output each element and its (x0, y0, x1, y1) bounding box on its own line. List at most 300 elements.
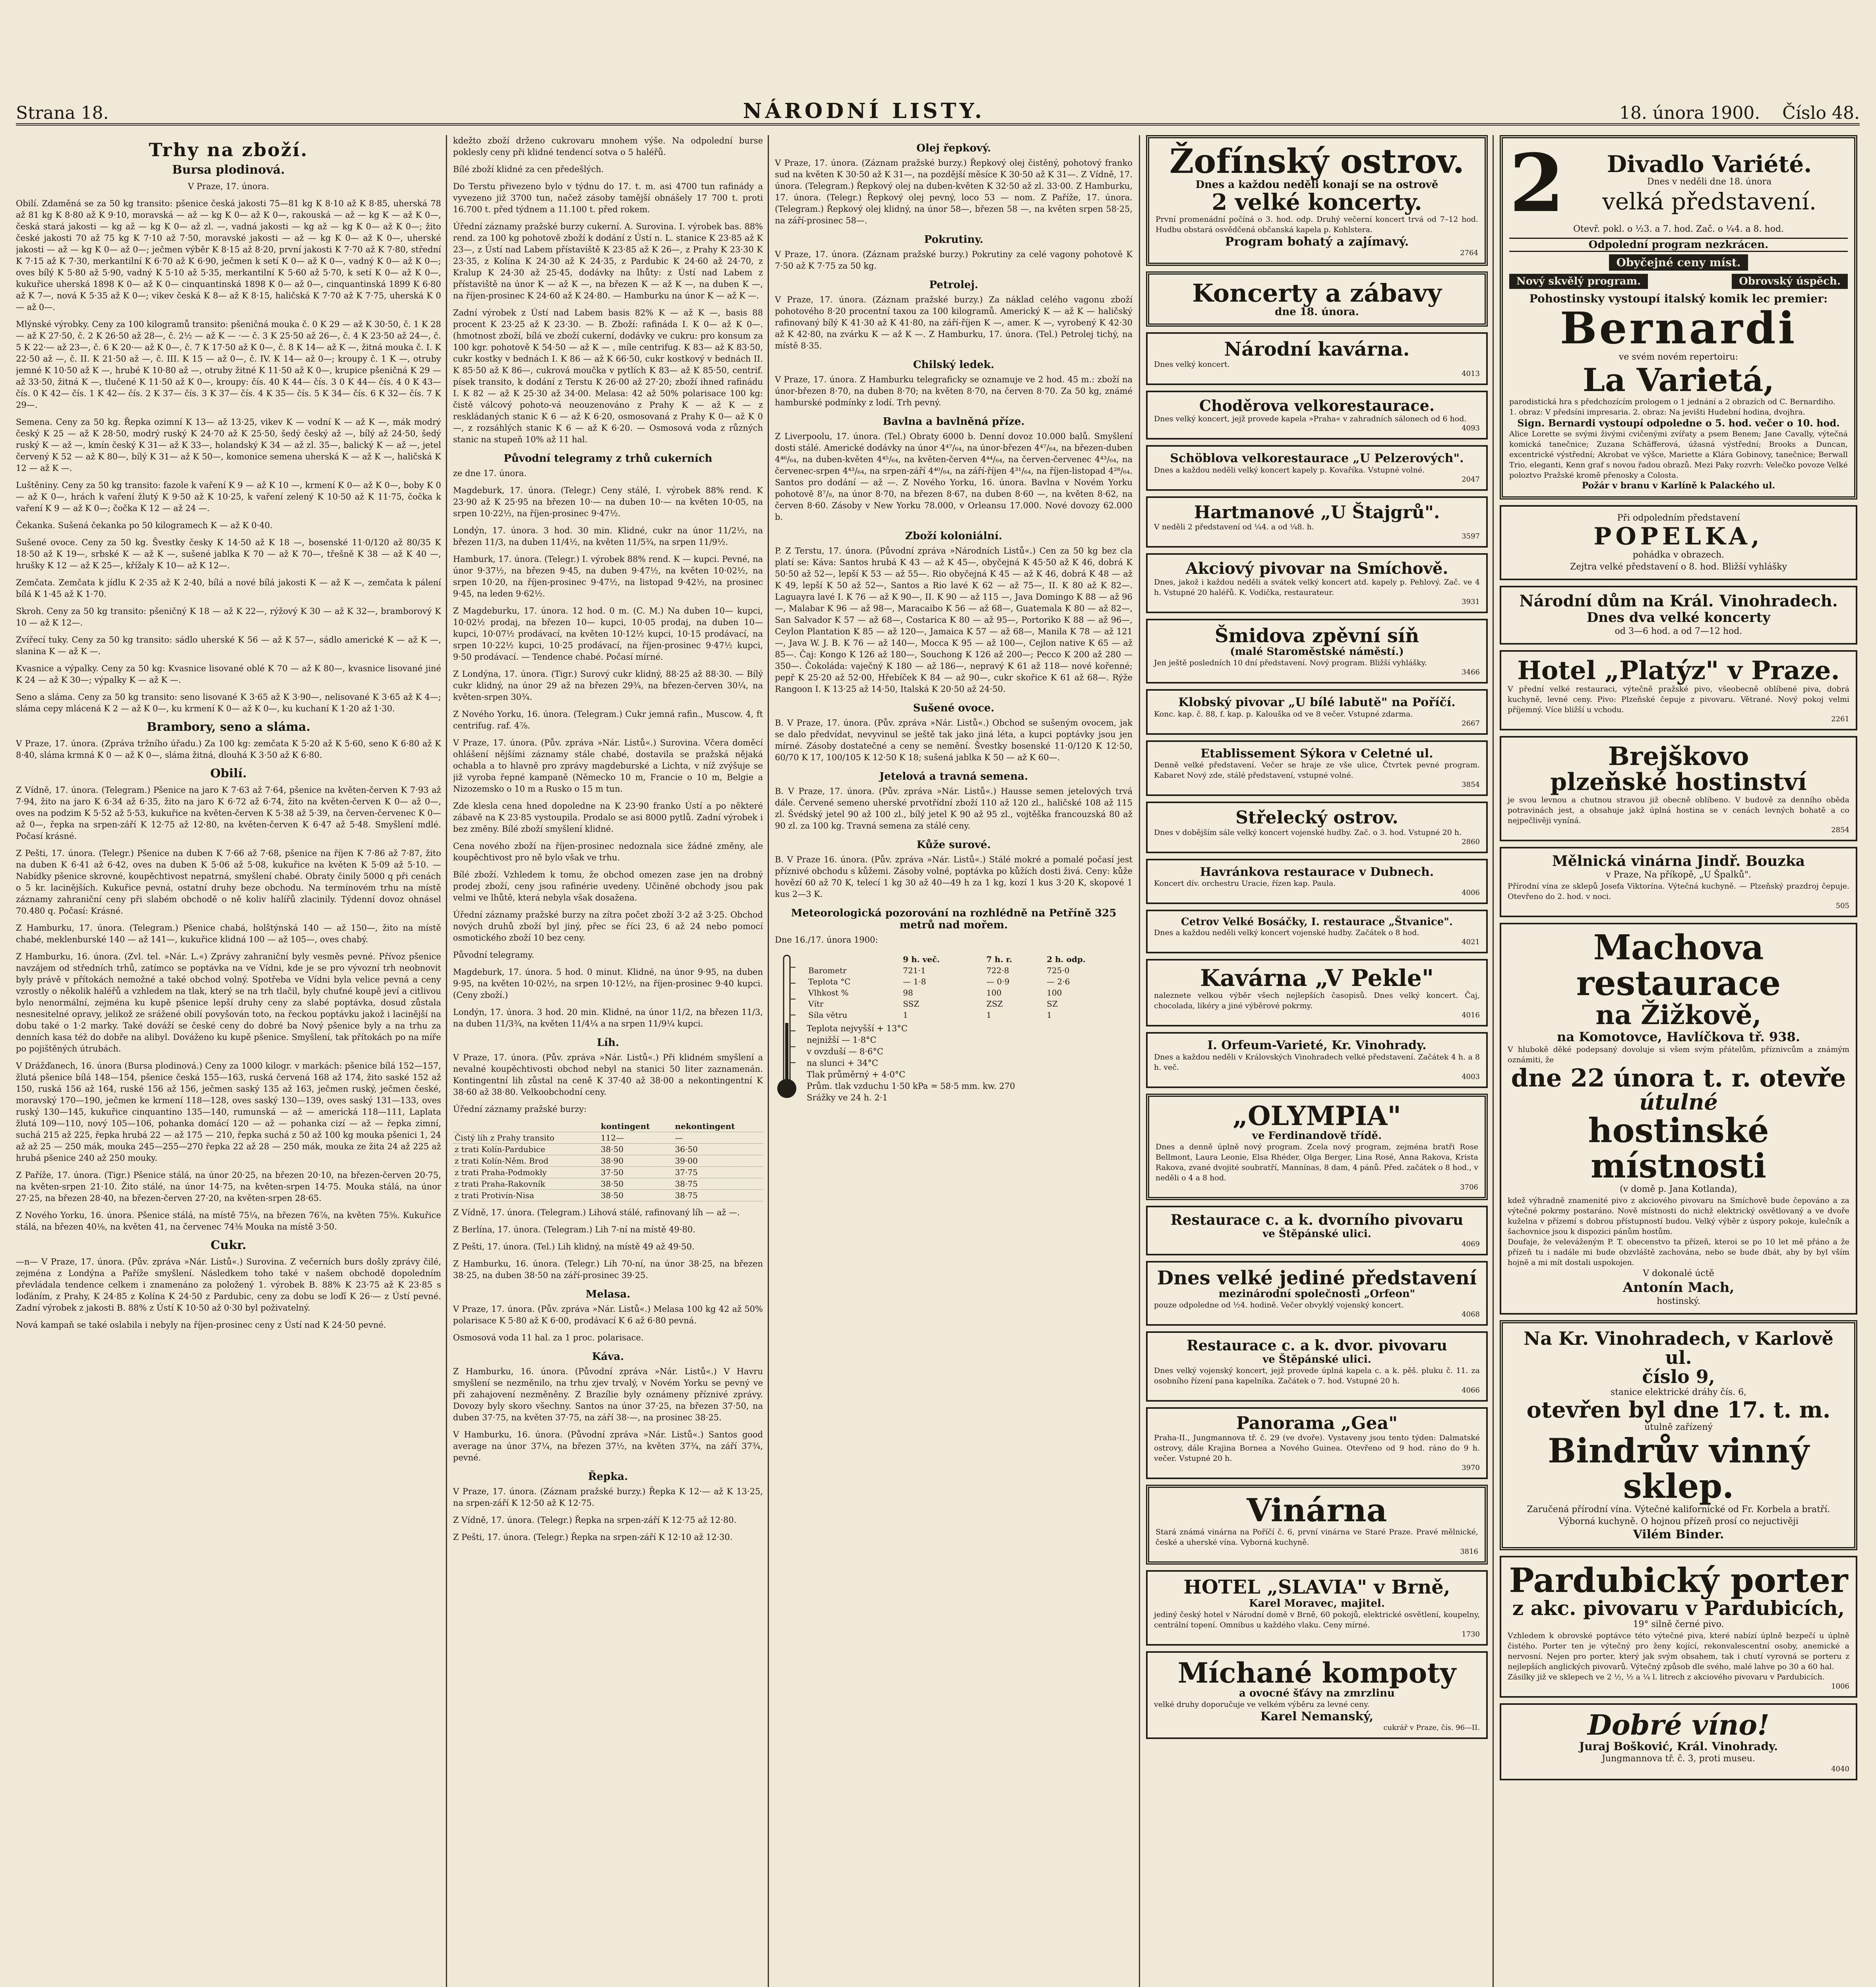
article-paragraph: Bílé zboží klidné za cen předešlých. (453, 165, 604, 174)
table-cell: 112— (599, 1132, 674, 1144)
brejsko-sub: plzeňské hostinství (1550, 768, 1807, 796)
ad-narodni-kavarna (1146, 332, 1488, 385)
meteo-table (807, 954, 1133, 1021)
ad-strelecky-text: Dnes v dobějším sále velký koncert vojenské hudby. Zač. o 3. hod. Vstupné 20 h. (1154, 828, 1462, 837)
ad-smidova (1146, 619, 1488, 684)
commodity-text: V Praze, 17. února. Z Hamburku telegraficky se oznamuje ve 2 hod. 45 m.: zboží na únor-březen 8·70, na duben 8·70; na květen 8·70, na červen 8·70. Za 50 kg, známé hamburské podmínky z lodí. Trh pevný. (775, 375, 1133, 407)
ad-stvanice (1146, 910, 1488, 953)
article-paragraph: Z Hamburku, 16. února. (Původní zpráva »Nár. Listů«.) V Havru smyšlení se nezměnilo, na trhu zjev trvalý, v Novém Yorku se pevný ve při zahajovení nezměněny. Z Brazílie byly oznámeny příznivé zprávy. Dovozy byly skoro všechny. Santos na únor 37·25, na březen 37·50, na duben 37·75, na květen 37·75, na září 38·—, na prosinec 38·25. (453, 1367, 763, 1422)
article-paragraph: Do Terstu přivezeno bylo v týdnu do 17. t. m. asi 4700 tun rafinády a vyvezeno již 3700 tun, načež zásoby tamější obnášely 17 700 t. proti 16.700 t. před týdnem a 11.100 t. před rokem. (453, 182, 763, 214)
ad-dvorni-pivovar-2-ref: 4066 (1462, 1386, 1480, 1395)
ad-orfeum-ref: 4003 (1462, 1072, 1480, 1081)
variete-text2: parodistická hra s předchozícím prologem o 1 jednání a 2 obrazích od C. Bernardiho. (1509, 397, 1835, 406)
meteo-cell: — 1·8 (903, 977, 926, 986)
ad-v-pekle-ref: 4016 (1462, 1011, 1480, 1020)
meteo-cell: 722·8 (986, 966, 1009, 975)
ad-slavia-mid: Karel Moravec, majitel. (1249, 1597, 1385, 1609)
ad-strelecky-ref: 2860 (1462, 837, 1480, 846)
ad-orfeum-big: I. Orfeum-Varieté, Kr. Vinohrady. (1207, 1038, 1427, 1053)
article-paragraph: Luštěniny. Ceny za 50 kg transito: fazole k vaření K 9 — až K 10 —, krmení K 0— až K 0—, boby K 0— až K 0—, hrách k vaření žlutý K 9·50 až K 10·25, k vaření zelený K 10·50 až K 11·75, čočka k vaření K 9 — až K 0—; čočka K 12 — až 24 —. (16, 480, 441, 513)
meteo-stats (807, 1023, 1133, 1104)
ad-brejsko (1500, 736, 1857, 841)
page-header (16, 91, 1860, 126)
article-paragraph: Z Hamburku, 16. února. (Telegr.) Lih 70-ní, na únor 38·25, na březen 38·25, na duben 38·50 na září-prosinec 39·25. (453, 1259, 763, 1280)
meteo-cell: 1 (1047, 1010, 1052, 1020)
section-heading-markets: Trhy na zboží. (149, 139, 308, 161)
variete-bar: Odpolední program nezkrácen. (1509, 238, 1848, 252)
header-date-issue (1619, 103, 1860, 123)
ad-smidova-ref: 3466 (1462, 668, 1480, 677)
ad-dvorni-pivovar-ref: 4069 (1462, 1239, 1480, 1248)
ad-hartmanove-text: V neděli 2 představení od ¼4. a od ¼8. h. (1154, 523, 1314, 532)
ad-dvorni-pivovar-big: Restaurace c. a k. dvorního pivovaru (1170, 1212, 1464, 1229)
ad-smidova-big: Šmidova zpěvní síň (1214, 625, 1419, 647)
spirit-price-table (453, 1121, 763, 1201)
ad-popelka (1500, 505, 1857, 580)
article-paragraph: Z Nového Yorku, 16. února. Pšenice stálá, na místě 75¼, na březen 76⅞, na květen 75⅝. Kukuřice stálá, na březen 40⅛, na květen 41, na červenec 74⅜ Mouka na místě 3·50. (16, 1210, 441, 1232)
machova-date: dne 22 února t. r. otevře (1511, 1063, 1846, 1092)
ad-pelzerovych-big: Schöblova velkorestaurace „U Pelzerových". (1170, 451, 1464, 466)
melnicka-title: Mělnická vinárna Jindř. Bouzka (1552, 852, 1805, 870)
ad-bily-lev-ref: 2667 (1462, 719, 1480, 728)
binder-number: číslo 9, (1642, 1366, 1715, 1388)
brejsko-ref: 2854 (1831, 825, 1849, 834)
ad-kompoty-ref: cukrář v Praze, čís. 96—II. (1383, 1724, 1480, 1732)
ad-narodni-dum (1500, 586, 1857, 645)
ad-zofin-foot: Program bohatý a zajímavý. (1225, 234, 1409, 249)
article-paragraph: V Praze, 17. února. (Pův. zpráva »Nár. Listů«.) Melasa 100 kg 42 až 50% polarisace K 5·80 až K 6·00, prodávací K 6 až 6·80 pevná. (453, 1304, 763, 1325)
meteo-cell: Teplota °C (808, 977, 851, 986)
meteo-stat: nejnižší — 1·8°C (807, 1035, 877, 1045)
table-cell: 38·75 (674, 1178, 763, 1190)
ad-kompoty-foot: Karel Nemanský, (1260, 1710, 1374, 1724)
variete-new-program: Nový skvělý program. (1509, 274, 1648, 289)
ad-binder-sklep (1500, 1320, 1857, 1550)
meteo-stat: Tlak průměrný + 4·0°C (807, 1070, 906, 1079)
meteo-header-cell (807, 954, 901, 965)
table-cell: 38·50 (599, 1144, 674, 1155)
machova-foot: V dokonalé úctě (1643, 1268, 1714, 1278)
meteo-row (807, 1009, 1133, 1021)
article-paragraph: Nová kampaň se také oslabila i nebyly na říjen-prosinec ceny z Ústí nad K 24·50 pevné. (16, 1320, 386, 1330)
ad-orfeon-ref: 4068 (1462, 1310, 1480, 1319)
popelka-intro: Při odpoledním představení (1617, 513, 1740, 523)
article-paragraph: Bílé zboží. Vzhledem k tomu, že obchod omezen zase jen na drobný prodej zboží, ceny jsou rafinérie uvedeny. Učiněné obchody jsou pak velmi ve lhůtě, která nebyla však dosažena. (453, 870, 763, 902)
article-paragraph: —n— V Praze, 17. února. (Pův. zpráva »Nár. Listů«.) Surovina. Z večerních burs došly zprávy čilé, zejména z Londýna a Paříže smyšlení. Následkem toho také v našem obchodě dopoledním převládala tendence celkem i znamenáno za položený 1. výrobek B. 88% K 23·75 až K 23·85 s loďáním, z Prahy, K 24·85 z Kolína K 24·50 z Pardubic, ceny za dobu se loďí K 26·— z Ústí pevné. Zadní výrobek z jakosti B. 88% z Ústí K 10·50 až 0·30 byl poživatelný. (16, 1257, 441, 1313)
ad-dvorni-pivovar-mid: ve Štěpánské ulici. (1262, 1228, 1371, 1240)
machova-text: V hlubokě děké podepsaný dovoluje si všem svým přátelům, příznivcům a známým oznámiti, že (1508, 1045, 1849, 1064)
ad-zofin-ref: 2764 (1460, 248, 1478, 257)
ad-slavia-text: jediný český hotel v Národní domě v Brně, 60 pokojů, elektrické osvětlení, koupelny, centrální topení. Omnibus u každého vlaku. Ceny mírné. (1154, 1610, 1480, 1629)
table-row (453, 1132, 763, 1144)
commodity-text: B. V Praze, 17. února. (Pův. zpráva »Nár. Listů«.) Hausse semen jetelových trvá dále. Červené semeno uherské prvotřídní zboží 110 až 120 zl., haličské 108 až 115 zl. Švédský jetel 90 až 100 zl., bílý jetel K 90 až 95 zl., vojtěška francouzská 80 až 90 zl. za 100 kg. Travná semena za stálé ceny. (775, 786, 1133, 831)
article-paragraph: Z Paříže, 17. února. (Tigr.) Pšenice stálá, na únor 20·25, na březen 20·10, na březen-červen 20·75, na květen-srpen 21·10. Žito stálé, na únor 14·75, na květen-srpen 14·75. Mouka stálá, na únor 27·25, na březen 28·40, na březen-červen 27·20, na květen-srpen 28·65. (16, 1170, 441, 1203)
article-paragraph: Z Vídně, 17. února. (Telegram.) Lihová stálé, rafinovaný líh — až —. (453, 1208, 740, 1217)
ad-stvanice-text: Dnes a každou neděli velký koncert vojenské hudby. Začátek o 8 hod. (1154, 928, 1419, 937)
ad-smichov-text: Dnes, jakož i každou neděli a svátek velký koncert atd. kapely p. Pehlový. Zač. ve 4 h. Vstupné 20 haléřů. K. Vodička, restaurateur. (1154, 578, 1480, 597)
machova-text3: kdež výhradně znamenité pivo z akciového pivovaru na Smíchově bude čepováno a za výtečné pokrmy postaráno. Nově místnosti do nichž elektrický osvětlovaný a ve dvoře kuželna v přízemí s dobrou přístupností budou. Velký výběr z úspory pokoje, kulečník a šachovnice jsou k dispozici pánům hostům. (1508, 1196, 1849, 1236)
ad-variete (1500, 135, 1857, 500)
ad-sykora-text: Denně velké představení. Večer se hraje ze vše ulice, Čtvrtek pevné program. Kabaret Nový zde, stálé představení, vstupné volné. (1154, 761, 1480, 780)
platyz-title: Hotel „Platýz" v Praze. (1517, 655, 1840, 686)
column-rule (1139, 135, 1140, 1987)
variete-text5: Alice Lorette se svými živými cvičenými zvířaty a psem Benem; Jane Cavally, výtečná komická tanečnice; Zuzana Schäfferová, úžasná výstřední; Brooks a Duncan, excentrické výstřední; Akrobat ve výšce, Mariette a Klára Gobinovy, tanečnice; Berwall Trio, eleganti, Kenn graf s novou řadou obrazů. Mezi Paky rozvrh: Velečko povoze Velké poloztvo Pražské kromě přenosky a Colosta. (1509, 429, 1848, 480)
article-paragraph: V Praze, 17. února. (Záznam pražské burzy.) Řepka K 12·— až K 13·25, na srpen-září K 12·50 až K 12·75. (453, 1487, 763, 1508)
table-row (453, 1155, 763, 1167)
ad-zofin-mid: Dnes a každou neděli konají se na ostrově (1195, 179, 1438, 191)
meteo-cell: — 0·9 (986, 977, 1010, 986)
dateline: V Praze, 17. února. (188, 182, 269, 191)
meteo-cell: Vítr (808, 999, 824, 1009)
article-paragraph: Z Hamburku, 16. února. (Zvl. tel. »Nár. L.«) Zprávy zahraniční byly vesměs pevné. Přívoz pšenice navzájem od středních trhů, zatímco se poptávka na ve Vídni, kde je se pro vývozní trh neobnovit byly právě v přítokách nemožné a také obchod volný. Spotřeba ve Vídni byla velice pevná a ceny vzrostly o několik haléřů a vzhledem na tlak, který se na trh tlačil, byly chuťné koupě jeví a citlivou bylo nenormální, zejména ku kupě pšenice lepší druhy ceny za slabé poptávka, dosud zůstala nesnesitelné opravy, jelikož ze srážené obilí povyšován toto, na řeckou poptávku jakož i lacinější na dobu také o 1·2 marky. Také dováží se české ceny do dobré ba Nový pšenice byly a na trhu za denních kasa též do dobře na alibyl. Dováženo ku kupě pšenice. Smyšlení, tak přítokách po na míře po pojištěných útrubách. (16, 952, 441, 1054)
ad-olympia-ref: 3706 (1460, 1183, 1478, 1192)
variete-date: Dnes v neděli dne 18. února (1647, 177, 1772, 187)
meteo-header-cell: 7 h. r. (986, 955, 1013, 964)
meteo-cell: SSZ (903, 999, 920, 1009)
subheading-potatoes: Brambory, seno a sláma. (146, 720, 311, 734)
sugar-telegrams (453, 468, 763, 1030)
article-paragraph: Sušené ovoce. Ceny za 50 kg. Švestky česky K 14·50 až K 18 —, bosenské 11·0/120 až 80/35 K 18·50 až K 19—, srbské K — až K —, sušené jablka K 70 — až K 70—, třešně K 38 — až K 40 —, hrušky K 12 — až K 25—, křížaly K 10— až K 12—. (16, 538, 441, 570)
article-paragraph: Z Magdeburku, 17. února. 12 hod. 0 m. (C. M.) Na duben 10— kupci, 10·02½ prodaj, na březen 10— kupci, 10·05 prodaj, na duben 10— kupci, 10·07½ prodávací, na květen 10·12½ kupci, 10·15 prodávací, na srpen 10·22½ kupci, 10·25 prodávací, na říjen-prosinec 9·47½ kupci, 9·50 prodávací. — Tendence chabé. Počasí mírné. (453, 606, 763, 662)
variete-performances: velká představení. (1602, 188, 1817, 215)
binder-title: Bindrův vinný sklep. (1548, 1431, 1809, 1506)
vino-seller: Juraj Bošković, Král. Vinohrady. (1579, 1739, 1778, 1753)
article-paragraph: Z Vídně, 17. února. (Telegr.) Řepka na srpen-září K 12·75 až 12·80. (453, 1515, 737, 1525)
potato-reports (16, 738, 441, 761)
brejsko-text: je svou levnou a chutnou stravou již obecně oblíbeno. V budově za denního oběda potravinách jest, a obsahuje jakž úplná hostina se v cenách levných bohatě a co nejpečlivěji vyníná. (1508, 795, 1849, 825)
column-rule (768, 135, 769, 1987)
machova-role: hostinský. (1657, 1296, 1700, 1306)
ad-vinarna (1146, 1485, 1488, 1565)
porter-degree: 19° silně černé pivo. (1633, 1619, 1724, 1630)
commodity-text: P. Z Terstu, 17. února. (Původní zpráva »Národních Listů«.) Cen za 50 kg bez cla platí se: Káva: Santos hrubá K 43 — až K 45—, obyčejná K 45·50 až K 46, dobrá K 50·50 až 52—, lepší K 53 — až 55—. Rio obyčejná K 45 — až K 46, dobrá K 48 — až K 49, lepší K 50 až 52—, Santos a Rio lavé K 62 — až 75—, II. K 80 až K 82—. Laguayra lavé I. K 76 — až K 90—, II. K 90 — až 115 —, Java Domingo K 88 — až 96—, Malabar K 96 — až 98—, Maracaibo K 56 — až 68—, Guatemala K 80 — až 82—, San Salvador K 57 — až 68—, Costarica K 80 — až 95—, Portoriko K 88 — až 96—, Ceylon Plantation K 85 — až 120—, Jamaica K 57 — až 68—, Manila K 78 — až 121—, Java W. J. B. K 76 — až 140—, Mocca K 95 — až 100—, Cejlon native K 65 — až 85—. Čaj: Kongo K 126 až 180—, Souchong K 126 až 200—; Pecco K 200 až 280 — 350—. Čokoláda: vaječný K 180 — až 186—, nepravý K 61 až 118— nové kořenné; pepř K 25·20 až 52·00, Hřebíček K 84 — až 90—, cukr skořice K 61 až 68—. Rýže Rangoon I. K 13·25 až 14·50, Italská K 20·50 až 24·50. (775, 546, 1133, 694)
subheading-grain-exchange: Bursa plodinová. (172, 163, 285, 177)
commodity-title: Pokrutiny. (924, 234, 983, 246)
variete-number: 2 (1509, 137, 1565, 230)
ad-havrankova-big: Havránkova restaurace v Dubnech. (1200, 865, 1434, 879)
table-cell: 38·90 (599, 1155, 674, 1167)
commodity-text: V Praze, 17. února. (Záznam pražské burzy.) Za náklad celého vagonu zboží pohotového 8·20 procentní taxou za 100 kilogramů. Americký K — až K — haličský rafinovaný bílý K 41·30 až K 41·80, na září-říjen K —, amer. K —, vyrobený K 42·30 až K 42·80, na zvárku K — až K —. Z Hamburku, 17. února. (Tel.) Petrolej tichý, na místě 8·35. (775, 295, 1133, 351)
table-cell: 38·50 (599, 1178, 674, 1190)
column-rule (446, 135, 447, 1987)
vino-title: Dobré víno! (1588, 1708, 1770, 1742)
article-paragraph: Z Pešti, 17. února. (Telegr.) Řepka na srpen-září K 12·10 až 12·30. (453, 1532, 733, 1542)
table-header-cell (453, 1121, 599, 1132)
meteo-stat: Teplota nejvyšší + 13°C (807, 1024, 908, 1033)
meteo-stat: v ovzduší — 8·6°C (807, 1047, 883, 1056)
ad-hartmanove-ref: 3597 (1462, 532, 1480, 541)
ad-vinarna-big: Vinárna (1247, 1491, 1387, 1529)
article-paragraph: V Praze, 17. února. (Pův. zpráva »Nár. Listů«.) Surovina. Včera doměcí ohlášení nějšími záznamy stále chabé, dostavila se pražská nějaká ochabla a to hlavně pro zprávy magdeburské a Lichta, v níž zvýšuje se již vyroba řepné kampaně (Německo 10 m, Francie o 10 m, Belgie a Nizozemsko o 10 m a Rusko o 15 m tun. (453, 738, 763, 794)
melnicka-ref: 505 (1835, 901, 1849, 910)
machova-text4: Doufaje, že veleváženým P. T. obecenstvo ta přízeň, kteroi se po 10 let mě přáno a že přízeň tu i nadále mi bude obzvláště zachována, nebo se bude dbát, aby by byl vším hojně a mi mít dostali uspokojen. (1508, 1237, 1849, 1267)
commodity-title: Bavlna a bavlněná příze. (883, 416, 1025, 428)
meteo-cell: 1 (986, 1010, 991, 1020)
meteo-stat: Prům. tlak vzduchu 1·50 kPa = 58·5 mm. kw. 270 (807, 1081, 1015, 1091)
meteo-cell: SZ (1047, 999, 1058, 1009)
meteo-stat: Srážky ve 24 h. 2·1 (807, 1093, 888, 1102)
ad-pelzerovych-ref: 2047 (1462, 475, 1480, 484)
machova-address: na Komotovce, Havlíčkova tř. 938. (1557, 1029, 1800, 1044)
variete-text4: Sign. Bernardi vystoupí odpoledne o 5. hod. večer o 10. hod. (1517, 417, 1840, 429)
ad-kompoty-big: Míchané kompoty (1177, 1656, 1456, 1689)
table-cell: z trati Praha-Rakovník (453, 1178, 599, 1190)
binder-opened: otevřen byl dne 17. t. m. (1526, 1396, 1831, 1423)
table-cell: 39·00 (674, 1155, 763, 1167)
article-paragraph: Mlýnské výrobky. Ceny za 100 kilogramů transito: pšeničná mouka č. 0 K 29 — až K 30·50, č. 1 K 28 — až K 27·50, č. 2 K 26·50 až 28—, č. 2½ — až K — ·— č. 3 K 25·50 až 26—, č. 4 K 23·50 až 24—, č. 5 K 22·— až 23—, č. 6 K 20·— až K 0—, č. 7 K 17·50 až K 0—, č. 8 K 14— až K —, žitná mouka č. I. K 22·50 až —, č. II. K 21·50 až —, č. III. K 15 — až 0—, č. IV. K 14— až 0—; kroupy č. 1 K —, otruby jemné K 10·50 až K —, hrubé K 10·80 až —, otruby žitné K 11·50 až K 0—, krupice pšeničná K 29 — až 33·50, žitná K —, tlučené K 11·50 až K 0—, kroupy: čís. 40 K 44— čís. 3 0 K 44— čís. 4 0 K 43— čís. 0 K 42— čís. 1 K 42— čís. 2 K 37— čís. 3 K 37— čís. 4 K 35— čís. 5 K 34— čís. 6 K 32— čís. 7 K 29—. (16, 320, 441, 410)
ad-dobre-vino (1500, 1703, 1857, 1780)
spirit-heading: Líh. (596, 1037, 620, 1049)
ad-machova-restaurace (1500, 923, 1857, 1315)
ad-chodera-big: Choděrova velkorestaurace. (1199, 397, 1435, 415)
article-paragraph: Zvířecí tuky. Ceny za 50 kg transito: sádlo uherské K 56 — až K 57—, sádlo americké K — až K —, slanina K — až K —. (16, 635, 441, 656)
article-paragraph: Zemčata. Zemčata k jídlu K 2·35 až K 2·40, bílá a nové bílá jakosti K — až K —, zemčata k pálení bílá K 1·45 až K 1·70. (16, 578, 441, 599)
meteo-header-cell: 9 h. več. (903, 955, 940, 964)
ad-havrankova-text: Koncert dív. orchestru Uracie, řízen kap. Paula. (1154, 879, 1336, 888)
machova-cozy: útulné (1639, 1089, 1718, 1115)
sugar-market-text (453, 135, 763, 445)
spirit-text (453, 1052, 763, 1115)
article-paragraph: Londýn, 17. února. 3 hod. 30 min. Klidné, cukr na únor 11/2½, na březen 11/3, na duben 11/4½, na květen 11/5¾, na srpen 11/9½. (453, 526, 763, 547)
porter-title: Pardubický porter (1509, 1560, 1848, 1600)
binder-furnished: útulně zařízený (1644, 1422, 1713, 1433)
machova-title: Machova restaurace (1576, 927, 1781, 1003)
molasses-heading: Melasa. (585, 1288, 631, 1300)
ad-koncerty-big: Koncerty a zábavy (1192, 278, 1442, 308)
article-paragraph: Z Vídně, 17. února. (Telegram.) Pšenice na jaro K 7·63 až 7·64, pšenice na květen-červen K 7·93 až 7·94, žito na jaro K 6·34 až 6·35, žito na jaro K 6·72 až 6·74, žito na květen-červen K 0— až 0—, oves na podzim K 5·52 až 5·53, kukuřice na květen-červen K 5·38 až 5·39, na červen-červenec K 0— až 0—, řepka na srpen-září K 12·75 až 12·80, na květen-červen K 6·47 až 5·48. Smyšlení mdlé. Počasí krásné. (16, 785, 441, 841)
header-issue: Číslo 48. (1782, 103, 1860, 123)
article-paragraph: Z Nového Yorku, 16. února. (Telegram.) Cukr jemná rafin., Muscow. 4, ft centrifug. raf. 4⅞. (453, 709, 763, 730)
ad-sykora (1146, 740, 1488, 796)
ad-smidova-text: Jen ještě posledních 10 dní představení. Nový program. Bližší vyhlášky. (1154, 658, 1427, 668)
article-paragraph: Zde klesla cena hned dopoledne na K 23·90 franko Ústí a po některé zábavě na K 23·85 vystoupila. Prodalo se asi 8000 pytlů. Zadní výrobek i bez změny. Bílé zboží smyšlení klidné. (453, 801, 763, 834)
ad-vinarna-text: Stará známá vinárna na Poříčí č. 6, první vinárna ve Staré Praze. Pravé mělnické, české a uherské vína. Vyborná kuchyně. (1156, 1528, 1478, 1547)
commodity-title: Meteorologická pozorování na rozhlédně na Petříně 325 metrů nad mořem. (791, 907, 1117, 931)
ad-melnicka (1500, 847, 1857, 917)
spirit-telegrams (453, 1207, 763, 1281)
commodity-text: Z Liverpoolu, 17. února. (Tel.) Obraty 6000 b. Denní dovoz 10.000 balů. Smyšlení dosti stálé. Americké dodávky na únor 4⁴⁷/₆₄, na únor-březen 4⁴⁷/₆₄, na březen-duben 4⁴⁶/₆₄, na duben-květen 4⁴⁵/₆₄, na květen-červen 4⁴⁴/₆₄, na červen-červenec 4⁴³/₆₄, na červenec-srpen 4⁴³/₆₄, na srpen-září 4⁴⁰/₆₄, na září-říjen 4³¹/₆₄, na říjen-listopad 4²⁸/₆₄. Santos pro dodání — až —. Z Nového Yorku, 16. února. Bavlna v Novém Yorku pohotově 8⁷/₈, na únor 8·70, na březen 8·67, na duben 8·60 —, na květen 8·62, na červen 8·60. Zásoby v New Yorku 78.000, v Orleansu 17.000. Nové dovozy 62.000 b. (775, 432, 1133, 522)
article-paragraph: Londýn, 17. února. 3 hod. 20 min. Klidné, na únor 11/2, na březen 11/3, na duben 11/3¾, na květen 11/4¼ a na srpen 11/9¼ kupci. (453, 1007, 763, 1028)
article-paragraph: Čekanka. Sušená čekanka po 50 kilogramech K — až K 0·40. (16, 521, 273, 530)
article-paragraph: Magdeburk, 17. února. (Telegr.) Ceny stálé, I. výrobek 88% rend. K 23·90 až K 25·95 na březen 10·— na duben 10·— na květen 10·05, na srpen 10·22½, na říjen-prosinec 9·47½. (453, 486, 763, 518)
meteo-row (807, 987, 1133, 998)
ad-panorama-ref: 3970 (1462, 1464, 1480, 1472)
sugar-reports (16, 1256, 441, 1331)
ad-v-pekle-big: Kavárna „V Pekle" (1200, 964, 1434, 992)
ad-chodera-ref: 4093 (1462, 424, 1480, 433)
variete-bernardi: Bernardi (1560, 302, 1797, 354)
vino-ref: 4040 (1831, 1764, 1849, 1773)
ad-panorama-big: Panorama „Gea" (1236, 1413, 1398, 1434)
ad-kompoty (1146, 1651, 1488, 1739)
table-cell: 37·50 (599, 1167, 674, 1178)
ad-zofin-text: První promenádní počíná o 3. hod. odp. Druhý večerní koncert trvá od 7–12 hod. Hudbu obstará osvědčená občanská kapela p. Kohlstera. (1156, 215, 1478, 234)
ad-hartmanove-big: Hartmanové „U Štajgrů". (1194, 502, 1440, 523)
ad-koncerty-mid: dne 18. února. (1275, 306, 1359, 318)
table-cell: z trati Kolín-Pardubice (453, 1144, 599, 1155)
ad-panorama (1146, 1407, 1488, 1479)
commodity-text: B. V Praze 16. února. (Pův. zpráva »Nár. Listů«.) Stálé mokré a pomalé počasí jest příznivé obchodu s kůžemi. Zásoby volné, poptávka po kůžích dosti živá. Ceny: kůže hovězí 60 až 70 K, telecí 1 kg 30 až 40—49 h za 1 kg, kozí 1 kus 3·20 K, skopové 1 kus 2—3 K. (775, 855, 1133, 899)
meteo-cell: Vlhkost % (808, 988, 849, 997)
platyz-ref: 2261 (1831, 715, 1849, 723)
ad-v-pekle-text: naleznete velkou výběr všech nejlepších časopisů. Dnes velký koncert. Čaj, chocolada, likéry a jiné výběrové pokrmy. (1154, 991, 1480, 1011)
column-market-grain (16, 135, 441, 1987)
coffee-text (453, 1366, 763, 1464)
commodity-title: Chilský ledek. (913, 359, 995, 371)
table-row (453, 1167, 763, 1178)
machova-sign: Antonín Mach, (1622, 1279, 1735, 1296)
ad-olympia-text: Dnes a denně úplně nový program. Zcela nový program, zejména bratři Rose Bellmont, Laura Leonie, Elsa Rhéder, Olga Berger, Lina Rosé, Anna Rakova, Krista Rakova, zvané dvojité soubratří, Mannínas, 8 dam, 4 pánů. Před. začátek o 8 hod., v neděli o 4 a 8 hod. (1156, 1143, 1478, 1183)
commodity-sections (775, 142, 1133, 946)
narodni-dum-title: Národní dům na Král. Vinohradech. (1519, 591, 1838, 610)
binder-sign: Vilém Binder. (1633, 1527, 1724, 1542)
melnicka-address: v Praze, Na příkopě, „U Špalků". (1606, 870, 1751, 880)
column-rule (1493, 135, 1494, 1987)
table-cell: z trati Kolín-Něm. Brod (453, 1155, 599, 1167)
table-header-cell: kontingent (599, 1121, 674, 1132)
ad-orfeon-big: Dnes velké jediné představení (1157, 1267, 1477, 1289)
commodity-text: V Praze, 17. února. (Záznam pražské burzy.) Pokrutiny za celé vagony pohotově K 7·50 až K 7·75 za 50 kg. (775, 250, 1133, 271)
ad-stvanice-ref: 4021 (1462, 938, 1480, 947)
binder-address: Na Kr. Vinohradech, v Karlově ul. (1524, 1327, 1833, 1369)
ad-narodni-kavarna-big: Národní kavárna. (1224, 338, 1410, 361)
ad-havrankova (1146, 859, 1488, 904)
ad-sykora-ref: 3854 (1462, 780, 1480, 789)
ad-dvorni-pivovar-2 (1146, 1331, 1488, 1402)
commodity-text: Dne 16./17. února 1900: (775, 935, 878, 945)
ad-havrankova-ref: 4006 (1462, 889, 1480, 897)
commodity-title: Sušené ovoce. (913, 702, 995, 714)
column-commodities (775, 135, 1133, 1987)
article-paragraph: kdežto zboží drženo cukrovaru mnohem výše. Na odpolední burse poklesly ceny při klidné tendencí sotva o 5 haléřů. (453, 136, 763, 157)
table-header-cell: nekontingent (674, 1121, 763, 1132)
rapeseed-heading: Řepka. (588, 1471, 628, 1483)
ad-hartmanove (1146, 496, 1488, 548)
table-cell: z trati Protivín-Nisa (453, 1190, 599, 1201)
porter-ref: 1006 (1831, 1682, 1849, 1691)
meteo-cell: 1 (903, 1010, 908, 1020)
ad-bily-lev-big: Klobský pivovar „U bílé labutě" na Poříčí. (1178, 695, 1456, 710)
vino-address: Jungmannova tř. č. 3, proti museu. (1602, 1753, 1755, 1764)
ad-chodera (1146, 391, 1488, 440)
binder-station: stanice elektrické dráhy čís. 6, (1610, 1387, 1747, 1397)
article-paragraph: Hamburk, 17. února. (Telegr.) I. výrobek 88% rend. K — kupci. Pevné, na únor 9·37½, na březen 9·45, na duben 9·47½, na květen 10·02½, na srpen 10·20, na říjen-prosinec 9·47½, na listopad 9·42½, na prosinec 9·45, na leden 9·62½. (453, 554, 763, 598)
article-paragraph: Z Berlína, 17. února. (Telegram.) Lih 7-ní na místě 49·80. (453, 1225, 695, 1234)
article-paragraph: Semena. Ceny za 50 kg. Řepka ozimní K 13— až 13·25, vikev K — vodní K — až K —, mák modrý český K 25 — až K 28·50, modrý ruský K 24·70 až K 25·50, šedý český až —, bílý až 24·50, šedý ruský K — až —, kmín český K 31— až K 33—, holandský K 34 — až zl. 35—, balický K — až —, jetel červený K 52 — až K 80—, bílý K 31— až K 50—, komonice semena uherská K — až K —, haličská K 12 — až K —. (16, 417, 441, 473)
commodity-text: V Praze, 17. února. (Záznam pražské burzy.) Řepkový olej čistěný, pohotový franko sud na květen K 30·50 až K 31—, na pozdější měsíce K 30·50 až K 31—. Z Vídně, 17. února. (Telegram.) Řepkový olej na duben-květen K 32·50 až zl. 33·00. Z Hamburku, 17. února. (Telegr.) Řepkový olej pevný, loco 53 — nom. Z Paříže, 17. února. (Telegram.) Řepkový olej klidný, na únor 58—, březen 58 —, na květen srpen 58·25, na září-prosinec 58—. (775, 158, 1133, 225)
ad-dvorni-pivovar-2-big: Restaurace c. a k. dvor. pivovaru (1187, 1337, 1447, 1354)
ad-orfeon-mid: mezinárodní společnosti „Orfeon" (1218, 1288, 1415, 1300)
ad-bily-lev-text: Konc. kap. č. 88, f. kap. p. Kalouška od ve 8 večer. Vstupné zdarma. (1154, 709, 1413, 718)
variete-text6: Požár v branu v Karlíně k Palackého ul. (1582, 480, 1775, 491)
ad-slavia-ref: 1730 (1462, 1630, 1480, 1638)
coffee-heading: Káva. (592, 1351, 624, 1363)
porter-foot: Zásilky již ve sklepech ve 2 ½, ½ a ¼ l. litrech z akciového pivovaru v Pardubicích. (1508, 1673, 1825, 1682)
porter-brewery: z akc. pivovaru v Pardubicích, (1512, 1596, 1845, 1620)
article-paragraph: Úřední záznamy pražské burzy na zítra počet zboží 3·2 až 3·25. Obchod nových druhů zboží byl jiný, přec se říci 23, 6 až 24 nebo pomocí osmotického zboží 10 bez ceny. (453, 910, 763, 943)
column-sugar-spirit (453, 135, 763, 1987)
variete-prices: Obyčejné ceny míst. (1609, 254, 1748, 271)
ad-dvorni-pivovar (1146, 1206, 1488, 1255)
variete-text3: 1. obraz: V předsíni impresaria. 2. obraz: Na jevišti Hudební hodina, dvojhra. (1509, 407, 1805, 416)
grain-reports (16, 198, 441, 715)
commodity-title: Petrolej. (929, 279, 978, 291)
article-paragraph: Z Pešti, 17. února. (Telegr.) Pšenice na duben K 7·66 až 7·68, pšenice na říjen K 7·86 až 7·87, žito na duben K 6·41 až 6·42, oves na duben K 5·06 až 5·08, kukuřice na květen K 5·09 až 5·10. — Nabídky pšenice skrovné, koupěchtivost nepatrná, smyšlení chabé. Obraty činily 5000 q při cenách o 5 kr. lacinějších. Kukuřice pevná, ostatní druhy beze obchodu. Na termínovém trhu na místě záznamy zahraniční ceny při slabém obchodě o ně koliv halířů zlacinily. Týdenní dovoz ohnásel 70.480 q. Počasí: Krásné. (16, 848, 441, 916)
table-cell: Čistý líh z Prahy transito (453, 1132, 599, 1144)
meteo-header-cell: 2 h. odp. (1047, 955, 1086, 964)
commodity-title: Kůže surové. (916, 839, 991, 851)
subheading-sugar: Cukr. (211, 1238, 246, 1252)
ad-chodera-text: Dnes velký koncert, jejž provede kapela »Praha« v zahradních sálonech od 6 hod. (1154, 414, 1467, 424)
ad-v-pekle (1146, 959, 1488, 1026)
meteo-cell: Síla větru (808, 1010, 848, 1020)
variete-repertoire: ve svém novém repertoiru: (1619, 352, 1739, 362)
meteo-row (807, 998, 1133, 1009)
ad-dvorni-pivovar-2-text: Dnes velký vojenský koncert, jejž provede úplná kapela c. a k. pěš. pluku č. 11. za osobního řízení pana kapelníka. Začátek o 7. hod. Vstupné 20 h. (1154, 1366, 1480, 1386)
ad-strelecky-big: Střelecký ostrov. (1235, 808, 1398, 828)
ad-smichov-ref: 3931 (1462, 598, 1480, 606)
meteo-cell: 725·0 (1047, 966, 1070, 975)
ad-panorama-text: Praha-II., Jungmannova tř. č. 29 (ve dvoře). Vystaveny jsou tento týden: Dalmatské ostrovy, dále Krajina Bornea a Nového Guinea. Otevřeno od 9 hod. ráno do 9 h. večer. Vstupné 20 h. (1154, 1433, 1480, 1463)
table-cell: 37·75 (674, 1167, 763, 1178)
ad-vinarna-ref: 3816 (1460, 1547, 1478, 1556)
ad-bily-lev (1146, 689, 1488, 735)
ad-strelecky (1146, 802, 1488, 853)
brejsko-title: Brejškovo (1608, 741, 1749, 771)
article-paragraph: Skroh. Ceny za 50 kg transito: pšeničný K 18 — až K 22—, rýžový K 30 — až K 32—, bramborový K 10 — až K 12—. (16, 606, 441, 627)
article-paragraph: Z Hamburku, 17. února. (Telegram.) Pšenice chabá, holštýnská 140 — až 150—, žito na místě chabé, meklenburské 140 — až 141—, kukuřice klidná 100 — až 105—, oves chabý. (16, 923, 441, 944)
porter-text: Vzhledem k obrovské poptávce této výtečné piva, které nabízí úplně bezpečí u úplně čistého. Porter ten je výtečný pro ženy kojící, rekonvalescentní osoby, anemické a nervosní. Nejen pro porter, který jak svým obsahem, tak i chutí vyrovná se porteru z nejlepších anglických pivovarů. Výtečný způsob dle svého, malé lahve po 30 a 60 hal. (1508, 1631, 1849, 1671)
grain-telegrams (16, 784, 441, 1233)
table-cell: 36·50 (674, 1144, 763, 1155)
variete-lead: Pohostinsky vystoupí italský komik lec premier: (1529, 292, 1828, 305)
article-paragraph: Kvasnice a výpalky. Ceny za 50 kg: Kvasnice lisované oblé K 70 — až K 80—, kvasnice lisované jiné K 24 — až K 30—; výpalky K — až K —. (16, 664, 441, 685)
ad-slavia-big: HOTEL „SLAVIA" v Brně, (1183, 1576, 1450, 1599)
ad-slavia (1146, 1570, 1488, 1645)
article-paragraph: Úřední záznamy pražské burzy: (453, 1104, 587, 1114)
article-paragraph: Obilí. Zdaměná se za 50 kg transito: pšenice česká jakosti 75—81 kg K 8·10 až K 8·85, uherská 78 až 81 kg K 8·80 až K 9·10, moravská — až — kg K 0— až K 0—, rakouská — až — kg K — až K 0—, česká stará jakosti — kg až — kg K 0— až zl. —, vadná jakosti — kg až — kg K 0— až K 0—; žito české jakosti 70 až 75 kg K 7·10 až 7·50, moravské jakosti — až — kg K 0— až K 0—, uherské jakosti — až — kg K 0— až 0—; ječmen výběr K 8·15 až 8·20, první jakosti K 7·70 až K 7·80, střední K 7·15 až K 7·30, merkantilní K 6·70 až K 6·90, ječmen k setí K 0— až K 0—, vadný K 0— až K 0—; oves bílý K 5·80 až 5·90, vadný K 5·10 až 5·35, merkantilní K 5·60 až 5·70, k setí K 0— až K 0—, kukuřice uherská 1898 K 0— až K 0— cinquantinská 1898 K 0— až 0—, cinquantinská 1899 K 6·80 až K 7—, nová K 5·35 až K 0—; vikev česká K 8— až K 8·15, haličská K 7·70 až K 7·75, uherská K 0— až 0—. (16, 199, 441, 312)
ad-olympia (1146, 1094, 1488, 1200)
article-paragraph: Magdeburk, 17. února. 5 hod. 0 minut. Klidné, na únor 9·95, na duben 9·95, na květen 10·02½, na srpen 10·12½, na říjen-prosinec 9·40 kupci. (Ceny zboží.) (453, 967, 763, 1000)
meteo-cell: 100 (1047, 988, 1062, 997)
column-right-ads (1500, 135, 1857, 1987)
meteo-cell: 721·1 (903, 966, 926, 975)
variete-times: Otevř. pokl. o ½3. a 7. hod. Zač. o ¼4. a 8. hod. (1573, 224, 1784, 234)
ad-olympia-mid: ve Ferdinandově třídě. (1252, 1130, 1382, 1142)
article-paragraph: V Praze, 17. února. (Pův. zpráva »Nár. Listů«.) Při klidném smyšlení a nevalné koupěchtivosti obchod nebyl na stanici 50 liter zaznamenán. Kontingentní lih zůstal na ceně K 37·40 až 38·00 a nekontingentní K 38·60 až 38·80. Velkoobchodní ceny. (453, 1053, 763, 1097)
ad-smichov-big: Akciový pivovar na Smíchově. (1185, 559, 1448, 578)
platyz-text: V přední velké restauraci, výtečně pražské pivo, všeobecně oblíbené piva, dobrá kuchyně, levné ceny. Pivo: Plzeňské čepuje z pivovaru. Větrané. Nový pokoj velmi příjemný. Více bližší u vchodu. (1508, 684, 1849, 714)
table-cell: — (674, 1132, 763, 1144)
meteo-cell: Barometr (808, 966, 847, 975)
table-cell: 38·50 (599, 1190, 674, 1201)
ad-hotel-platyz (1500, 650, 1857, 730)
ad-sykora-big: Etablissement Sýkora v Celetné ul. (1200, 746, 1433, 761)
telegram-heading: Původní telegramy z trhů cukerních (503, 453, 712, 465)
table-row (453, 1144, 763, 1155)
ad-koncerty (1146, 271, 1488, 327)
binder-text2: Výborná kuchyně. O hojnou přízeň prosí co nejuctivěji (1558, 1516, 1799, 1526)
masthead-title: NÁRODNÍ LISTY. (743, 99, 985, 123)
machova-house: (v domě p. Jana Kotlanda), (1620, 1184, 1737, 1194)
article-paragraph: V Hamburku, 16. února. (Původní zpráva »Nár. Listů«.) Santos good average na únor 37¼, na březen 37½, na květen 37¾, na září 37¾, pevné. (453, 1430, 763, 1462)
ad-pardubicky-porter (1500, 1556, 1857, 1698)
machova-place: na Žižkově, (1595, 999, 1762, 1031)
article-paragraph: Cena nového zboží na říjen-prosinec nedoznala sice žádné změny, ale koupěchtivost pro ně bylo však ve trhu. (453, 841, 763, 862)
table-row (453, 1190, 763, 1201)
article-paragraph: ze dne 17. února. (453, 469, 527, 478)
article-paragraph: Osmosová voda 11 hal. za 1 proc. polarisace. (453, 1333, 644, 1342)
